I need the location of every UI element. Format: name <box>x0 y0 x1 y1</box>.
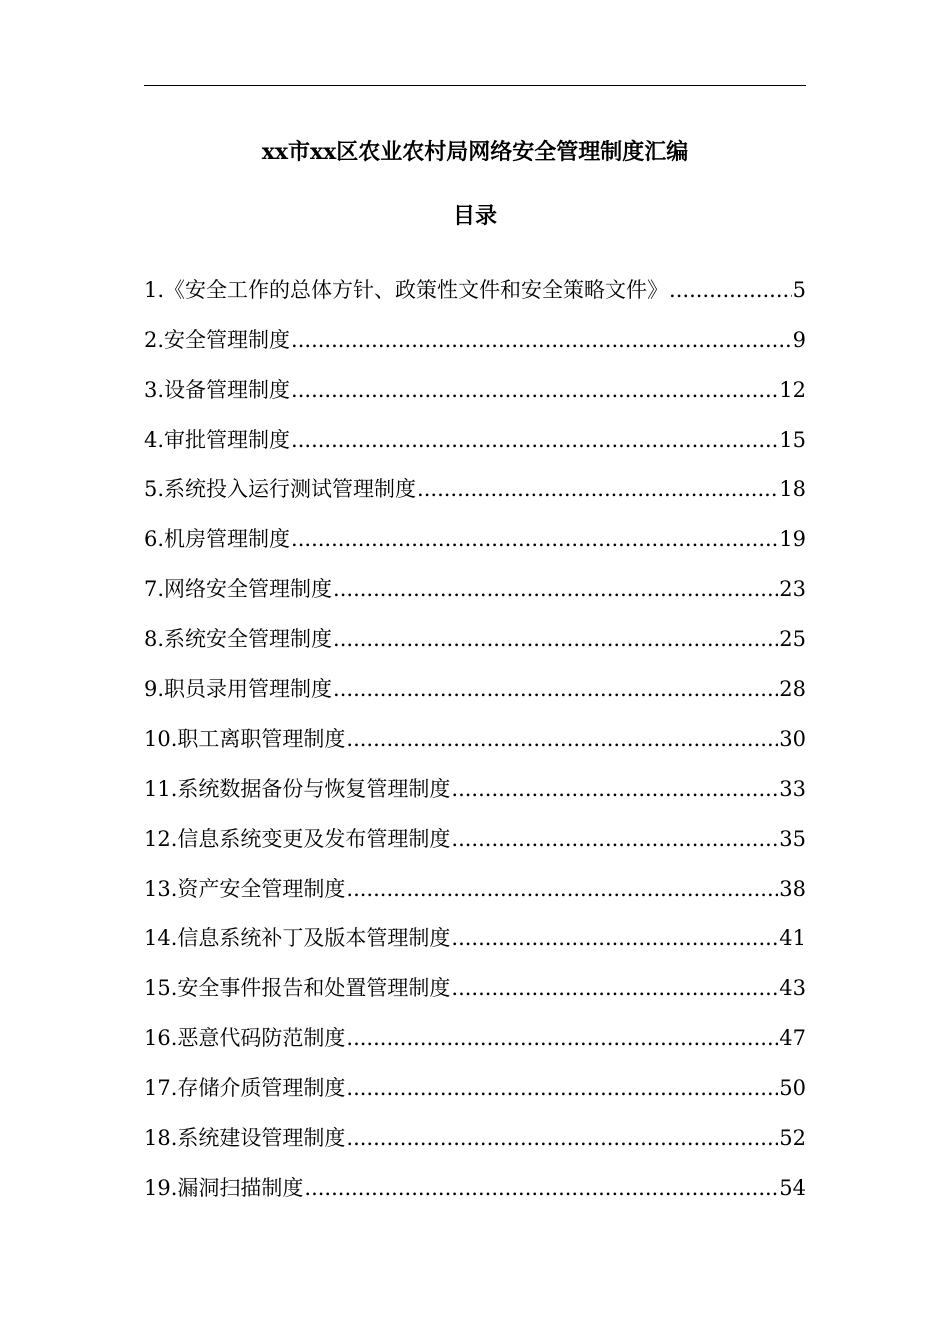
toc-entry[interactable] <box>144 360 806 410</box>
toc-entry-page: 5 <box>792 277 806 302</box>
toc-leader <box>291 420 778 460</box>
toc-entry-label: 机房管理制度 <box>164 527 291 552</box>
toc-entry-page: 28 <box>779 677 806 702</box>
toc-entry[interactable] <box>144 1008 806 1058</box>
toc-entry-number: 18. <box>144 1126 178 1151</box>
toc-entry[interactable] <box>144 1058 806 1108</box>
toc-entry-label: 资产安全管理制度 <box>177 876 346 901</box>
toc-leader <box>333 619 778 659</box>
toc-leader <box>451 968 778 1008</box>
toc-entry-page: 19 <box>779 527 806 552</box>
toc-entry-page: 35 <box>779 826 806 851</box>
document-title: xx市xx区农业农村局网络安全管理制度汇编 <box>261 139 689 165</box>
toc-entry-number: 11. <box>144 776 178 801</box>
toc-entry[interactable] <box>144 509 806 559</box>
toc-entry-page: 33 <box>779 776 806 801</box>
toc-entry-number: 1. <box>144 277 165 302</box>
toc-entry-number: 8. <box>144 627 165 652</box>
toc-entry-label: 网络安全管理制度 <box>164 577 333 602</box>
toc-entry-label: 审批管理制度 <box>164 427 291 452</box>
toc-entry-number: 6. <box>144 527 165 552</box>
toc-leader <box>346 719 778 759</box>
toc-entry-label: 设备管理制度 <box>164 377 291 402</box>
toc-leader <box>417 469 778 509</box>
toc-entry-number: 9. <box>144 677 165 702</box>
toc-entry-page: 52 <box>779 1126 806 1151</box>
toc-entry-page: 54 <box>779 1175 806 1200</box>
toc-entry-number: 4. <box>144 427 165 452</box>
toc-entry-page: 30 <box>779 726 806 751</box>
toc-entry[interactable] <box>144 958 806 1008</box>
toc-entry[interactable] <box>144 859 806 909</box>
toc-heading: 目录 <box>452 203 497 229</box>
toc-leader <box>346 1018 778 1058</box>
toc-entry[interactable] <box>144 410 806 460</box>
toc-entry[interactable] <box>144 909 806 959</box>
toc-entry-number: 13. <box>144 876 178 901</box>
toc-entry-label: 安全事件报告和处置管理制度 <box>177 976 451 1001</box>
toc-entry-page: 15 <box>779 427 806 452</box>
toc-entry[interactable] <box>144 260 806 310</box>
toc-entry-page: 9 <box>792 327 806 352</box>
toc-entry-number: 14. <box>144 926 178 951</box>
toc-entry[interactable] <box>144 310 806 360</box>
toc-entry-number: 15. <box>144 976 178 1001</box>
header-rule <box>144 85 806 86</box>
toc-leader <box>291 519 778 559</box>
toc-leader <box>451 819 778 859</box>
toc-entry-label: 安全管理制度 <box>164 327 291 352</box>
toc-entry-number: 12. <box>144 826 178 851</box>
toc-entry-number: 3. <box>144 377 165 402</box>
toc-entry[interactable] <box>144 609 806 659</box>
toc-entry[interactable] <box>144 1158 806 1208</box>
toc-leader <box>346 1068 778 1108</box>
toc-entry-number: 19. <box>144 1175 178 1200</box>
toc-entry-page: 38 <box>779 876 806 901</box>
toc-entry-page: 12 <box>779 377 806 402</box>
toc-entry-label: 系统安全管理制度 <box>164 627 333 652</box>
toc-entry-number: 17. <box>144 1076 178 1101</box>
toc-leader <box>346 869 778 909</box>
toc-entry[interactable] <box>144 709 806 759</box>
toc-entry-number: 7. <box>144 577 165 602</box>
toc-leader <box>333 569 778 609</box>
toc-entry[interactable] <box>144 1108 806 1158</box>
toc-entry-label: 系统数据备份与恢复管理制度 <box>177 776 451 801</box>
toc-entry-label: 职工离职管理制度 <box>177 726 346 751</box>
toc-entry[interactable] <box>144 559 806 609</box>
toc-entry[interactable] <box>144 460 806 510</box>
toc-leader <box>451 769 778 809</box>
toc-leader <box>451 918 778 958</box>
toc-entry-page: 47 <box>779 1026 806 1051</box>
toc-entry-label: 《安全工作的总体方针、政策性文件和安全策略文件》 <box>164 277 669 302</box>
toc-entry-label: 恶意代码防范制度 <box>177 1026 346 1051</box>
toc-entry-number: 2. <box>144 327 165 352</box>
toc-entry-number: 16. <box>144 1026 178 1051</box>
toc-entry-label: 存储介质管理制度 <box>177 1076 346 1101</box>
toc-entry[interactable] <box>144 809 806 859</box>
toc-entry-label: 系统建设管理制度 <box>177 1126 346 1151</box>
toc-entry-label: 职员录用管理制度 <box>164 677 333 702</box>
toc-entry-label: 漏洞扫描制度 <box>177 1175 304 1200</box>
toc-entry-number: 10. <box>144 726 178 751</box>
toc-entry-page: 50 <box>779 1076 806 1101</box>
toc-entry[interactable] <box>144 659 806 709</box>
toc-leader <box>291 370 778 410</box>
table-of-contents <box>144 260 806 1208</box>
toc-entry-page: 18 <box>779 477 806 502</box>
toc-entry-page: 43 <box>779 976 806 1001</box>
toc-leader <box>346 1118 778 1158</box>
toc-entry-number: 5. <box>144 477 165 502</box>
toc-leader <box>669 270 792 310</box>
toc-entry-page: 23 <box>779 577 806 602</box>
toc-leader <box>333 669 778 709</box>
toc-entry-label: 信息系统变更及发布管理制度 <box>177 826 451 851</box>
toc-entry-page: 25 <box>779 627 806 652</box>
toc-leader <box>304 1168 778 1208</box>
toc-leader <box>291 320 792 360</box>
toc-entry-label: 信息系统补丁及版本管理制度 <box>177 926 451 951</box>
toc-entry[interactable] <box>144 759 806 809</box>
toc-entry-page: 41 <box>779 926 806 951</box>
toc-entry-label: 系统投入运行测试管理制度 <box>164 477 417 502</box>
